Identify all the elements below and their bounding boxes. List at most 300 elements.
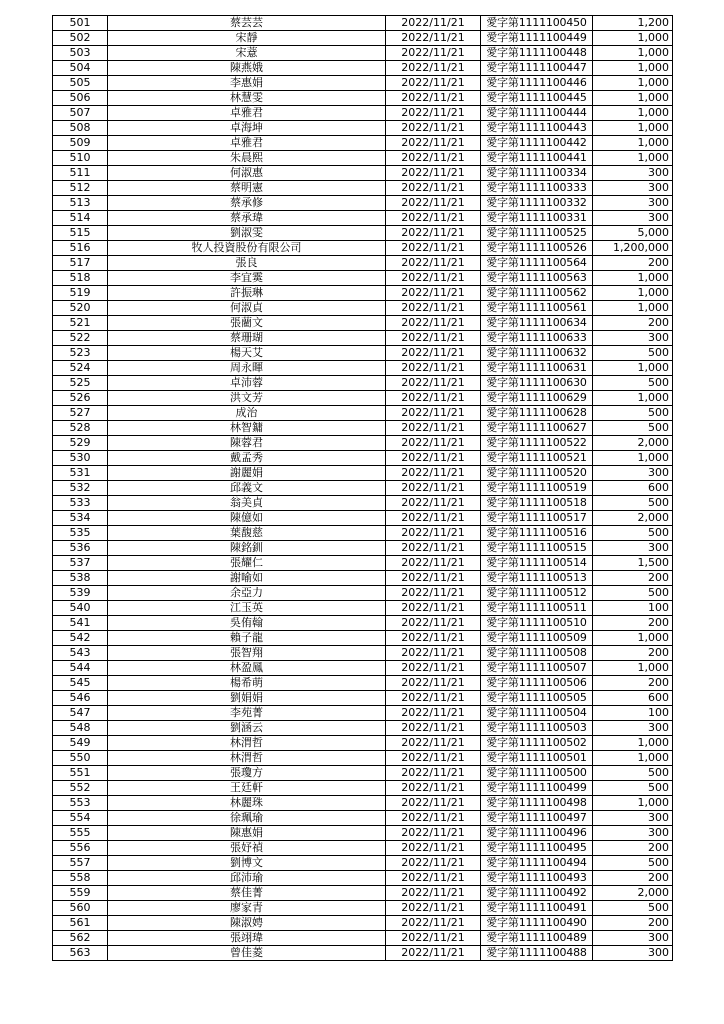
amount-cell: 300 xyxy=(593,946,673,961)
receipt-number-cell: 愛字第1111100510 xyxy=(481,616,593,631)
table-row xyxy=(53,586,673,601)
donor-name-cell: 翁美貞 xyxy=(108,496,386,511)
amount-cell: 500 xyxy=(593,526,673,541)
receipt-number-cell: 愛字第1111100517 xyxy=(481,511,593,526)
donor-name-cell: 許振琳 xyxy=(108,286,386,301)
table-row xyxy=(53,91,673,106)
serial-number-cell: 544 xyxy=(53,661,108,676)
amount-cell: 200 xyxy=(593,841,673,856)
donor-name-cell: 吳侑翰 xyxy=(108,616,386,631)
date-cell: 2022/11/21 xyxy=(386,646,481,661)
table-row xyxy=(53,751,673,766)
donor-name-cell: 林慧雯 xyxy=(108,91,386,106)
donor-name-cell: 張翊瑋 xyxy=(108,931,386,946)
amount-cell: 1,000 xyxy=(593,151,673,166)
receipt-number-cell: 愛字第1111100630 xyxy=(481,376,593,391)
date-cell: 2022/11/21 xyxy=(386,301,481,316)
amount-cell: 300 xyxy=(593,166,673,181)
date-cell: 2022/11/21 xyxy=(386,661,481,676)
donor-name-cell: 賴子龍 xyxy=(108,631,386,646)
receipt-number-cell: 愛字第1111100449 xyxy=(481,31,593,46)
serial-number-cell: 524 xyxy=(53,361,108,376)
table-row xyxy=(53,181,673,196)
donor-name-cell: 張良 xyxy=(108,256,386,271)
date-cell: 2022/11/21 xyxy=(386,91,481,106)
receipt-number-cell: 愛字第1111100521 xyxy=(481,451,593,466)
amount-cell: 300 xyxy=(593,211,673,226)
date-cell: 2022/11/21 xyxy=(386,706,481,721)
receipt-number-cell: 愛字第1111100444 xyxy=(481,106,593,121)
amount-cell: 1,000 xyxy=(593,31,673,46)
date-cell: 2022/11/21 xyxy=(386,481,481,496)
table-row xyxy=(53,601,673,616)
donor-name-cell: 張耀仁 xyxy=(108,556,386,571)
date-cell: 2022/11/21 xyxy=(386,106,481,121)
donor-name-cell: 林麗珠 xyxy=(108,796,386,811)
serial-number-cell: 514 xyxy=(53,211,108,226)
serial-number-cell: 520 xyxy=(53,301,108,316)
date-cell: 2022/11/21 xyxy=(386,451,481,466)
serial-number-cell: 534 xyxy=(53,511,108,526)
donor-name-cell: 張藺文 xyxy=(108,316,386,331)
date-cell: 2022/11/21 xyxy=(386,466,481,481)
receipt-number-cell: 愛字第1111100634 xyxy=(481,316,593,331)
donor-name-cell: 陳銘釧 xyxy=(108,541,386,556)
donor-name-cell: 劉涵云 xyxy=(108,721,386,736)
serial-number-cell: 525 xyxy=(53,376,108,391)
receipt-number-cell: 愛字第1111100564 xyxy=(481,256,593,271)
serial-number-cell: 561 xyxy=(53,916,108,931)
donor-name-cell: 蔡承修 xyxy=(108,196,386,211)
receipt-number-cell: 愛字第1111100493 xyxy=(481,871,593,886)
date-cell: 2022/11/21 xyxy=(386,841,481,856)
donor-name-cell: 陳淑娉 xyxy=(108,916,386,931)
serial-number-cell: 553 xyxy=(53,796,108,811)
receipt-number-cell: 愛字第1111100511 xyxy=(481,601,593,616)
serial-number-cell: 538 xyxy=(53,571,108,586)
table-row xyxy=(53,646,673,661)
amount-cell: 500 xyxy=(593,856,673,871)
donor-name-cell: 卓雅君 xyxy=(108,136,386,151)
donor-name-cell: 王廷軒 xyxy=(108,781,386,796)
serial-number-cell: 513 xyxy=(53,196,108,211)
table-row xyxy=(53,406,673,421)
donor-name-cell: 戴孟秀 xyxy=(108,451,386,466)
amount-cell: 1,000 xyxy=(593,751,673,766)
serial-number-cell: 515 xyxy=(53,226,108,241)
date-cell: 2022/11/21 xyxy=(386,751,481,766)
table-row xyxy=(53,286,673,301)
donor-name-cell: 蔡明憲 xyxy=(108,181,386,196)
serial-number-cell: 547 xyxy=(53,706,108,721)
serial-number-cell: 516 xyxy=(53,241,108,256)
receipt-number-cell: 愛字第1111100504 xyxy=(481,706,593,721)
amount-cell: 1,000 xyxy=(593,796,673,811)
serial-number-cell: 522 xyxy=(53,331,108,346)
table-row xyxy=(53,916,673,931)
table-row xyxy=(53,211,673,226)
serial-number-cell: 548 xyxy=(53,721,108,736)
date-cell: 2022/11/21 xyxy=(386,916,481,931)
amount-cell: 300 xyxy=(593,466,673,481)
serial-number-cell: 518 xyxy=(53,271,108,286)
serial-number-cell: 510 xyxy=(53,151,108,166)
amount-cell: 100 xyxy=(593,706,673,721)
receipt-number-cell: 愛字第1111100508 xyxy=(481,646,593,661)
receipt-number-cell: 愛字第1111100561 xyxy=(481,301,593,316)
amount-cell: 300 xyxy=(593,721,673,736)
table-row xyxy=(53,331,673,346)
table-row xyxy=(53,811,673,826)
donor-name-cell: 張妤禎 xyxy=(108,841,386,856)
receipt-number-cell: 愛字第1111100334 xyxy=(481,166,593,181)
amount-cell: 1,000 xyxy=(593,271,673,286)
date-cell: 2022/11/21 xyxy=(386,46,481,61)
date-cell: 2022/11/21 xyxy=(386,136,481,151)
amount-cell: 500 xyxy=(593,496,673,511)
amount-cell: 300 xyxy=(593,931,673,946)
date-cell: 2022/11/21 xyxy=(386,946,481,961)
date-cell: 2022/11/21 xyxy=(386,541,481,556)
serial-number-cell: 517 xyxy=(53,256,108,271)
date-cell: 2022/11/21 xyxy=(386,826,481,841)
serial-number-cell: 543 xyxy=(53,646,108,661)
serial-number-cell: 529 xyxy=(53,436,108,451)
table-row xyxy=(53,886,673,901)
date-cell: 2022/11/21 xyxy=(386,31,481,46)
serial-number-cell: 528 xyxy=(53,421,108,436)
receipt-number-cell: 愛字第1111100506 xyxy=(481,676,593,691)
serial-number-cell: 533 xyxy=(53,496,108,511)
receipt-number-cell: 愛字第1111100332 xyxy=(481,196,593,211)
date-cell: 2022/11/21 xyxy=(386,121,481,136)
receipt-number-cell: 愛字第1111100628 xyxy=(481,406,593,421)
date-cell: 2022/11/21 xyxy=(386,436,481,451)
receipt-number-cell: 愛字第1111100498 xyxy=(481,796,593,811)
date-cell: 2022/11/21 xyxy=(386,736,481,751)
serial-number-cell: 503 xyxy=(53,46,108,61)
date-cell: 2022/11/21 xyxy=(386,601,481,616)
donor-name-cell: 宋靜 xyxy=(108,31,386,46)
donor-name-cell: 林渭哲 xyxy=(108,736,386,751)
receipt-number-cell: 愛字第1111100496 xyxy=(481,826,593,841)
table-row xyxy=(53,121,673,136)
donor-name-cell: 牧人投資股份有限公司 xyxy=(108,241,386,256)
receipt-number-cell: 愛字第1111100441 xyxy=(481,151,593,166)
serial-number-cell: 545 xyxy=(53,676,108,691)
receipt-number-cell: 愛字第1111100519 xyxy=(481,481,593,496)
date-cell: 2022/11/21 xyxy=(386,256,481,271)
serial-number-cell: 530 xyxy=(53,451,108,466)
table-row xyxy=(53,856,673,871)
serial-number-cell: 536 xyxy=(53,541,108,556)
amount-cell: 1,000 xyxy=(593,136,673,151)
serial-number-cell: 551 xyxy=(53,766,108,781)
amount-cell: 200 xyxy=(593,571,673,586)
table-row xyxy=(53,511,673,526)
serial-number-cell: 546 xyxy=(53,691,108,706)
donor-name-cell: 林智鏞 xyxy=(108,421,386,436)
serial-number-cell: 501 xyxy=(53,16,108,31)
date-cell: 2022/11/21 xyxy=(386,811,481,826)
amount-cell: 1,000 xyxy=(593,76,673,91)
donor-name-cell: 邱沛瑜 xyxy=(108,871,386,886)
date-cell: 2022/11/21 xyxy=(386,421,481,436)
table-row xyxy=(53,271,673,286)
donor-name-cell: 蔡珊瑚 xyxy=(108,331,386,346)
receipt-number-cell: 愛字第1111100489 xyxy=(481,931,593,946)
receipt-number-cell: 愛字第1111100501 xyxy=(481,751,593,766)
donor-name-cell: 蔡佳菁 xyxy=(108,886,386,901)
table-row xyxy=(53,241,673,256)
date-cell: 2022/11/21 xyxy=(386,211,481,226)
amount-cell: 200 xyxy=(593,676,673,691)
donor-name-cell: 卓沛蓉 xyxy=(108,376,386,391)
donation-table xyxy=(52,15,673,961)
receipt-number-cell: 愛字第1111100513 xyxy=(481,571,593,586)
date-cell: 2022/11/21 xyxy=(386,151,481,166)
receipt-number-cell: 愛字第1111100629 xyxy=(481,391,593,406)
amount-cell: 300 xyxy=(593,811,673,826)
table-row xyxy=(53,691,673,706)
table-row xyxy=(53,226,673,241)
receipt-number-cell: 愛字第1111100331 xyxy=(481,211,593,226)
table-row xyxy=(53,481,673,496)
donor-name-cell: 何淑惠 xyxy=(108,166,386,181)
receipt-number-cell: 愛字第1111100497 xyxy=(481,811,593,826)
receipt-number-cell: 愛字第1111100515 xyxy=(481,541,593,556)
table-row xyxy=(53,256,673,271)
serial-number-cell: 512 xyxy=(53,181,108,196)
date-cell: 2022/11/21 xyxy=(386,406,481,421)
serial-number-cell: 556 xyxy=(53,841,108,856)
amount-cell: 1,000 xyxy=(593,91,673,106)
date-cell: 2022/11/21 xyxy=(386,871,481,886)
amount-cell: 1,000 xyxy=(593,286,673,301)
table-row xyxy=(53,616,673,631)
donor-name-cell: 楊天艾 xyxy=(108,346,386,361)
date-cell: 2022/11/21 xyxy=(386,616,481,631)
amount-cell: 600 xyxy=(593,481,673,496)
serial-number-cell: 531 xyxy=(53,466,108,481)
donor-name-cell: 劉娟娟 xyxy=(108,691,386,706)
date-cell: 2022/11/21 xyxy=(386,391,481,406)
table-row xyxy=(53,436,673,451)
receipt-number-cell: 愛字第1111100502 xyxy=(481,736,593,751)
date-cell: 2022/11/21 xyxy=(386,226,481,241)
amount-cell: 100 xyxy=(593,601,673,616)
amount-cell: 500 xyxy=(593,766,673,781)
amount-cell: 1,000 xyxy=(593,301,673,316)
serial-number-cell: 541 xyxy=(53,616,108,631)
receipt-number-cell: 愛字第1111100522 xyxy=(481,436,593,451)
table-row xyxy=(53,796,673,811)
table-row xyxy=(53,631,673,646)
receipt-number-cell: 愛字第1111100447 xyxy=(481,61,593,76)
table-row xyxy=(53,376,673,391)
receipt-number-cell: 愛字第1111100563 xyxy=(481,271,593,286)
date-cell: 2022/11/21 xyxy=(386,676,481,691)
table-row xyxy=(53,661,673,676)
table-row xyxy=(53,391,673,406)
date-cell: 2022/11/21 xyxy=(386,856,481,871)
donor-name-cell: 廖家青 xyxy=(108,901,386,916)
donor-name-cell: 周永暉 xyxy=(108,361,386,376)
amount-cell: 300 xyxy=(593,181,673,196)
serial-number-cell: 555 xyxy=(53,826,108,841)
amount-cell: 500 xyxy=(593,376,673,391)
donor-name-cell: 徐珮瑜 xyxy=(108,811,386,826)
serial-number-cell: 511 xyxy=(53,166,108,181)
date-cell: 2022/11/21 xyxy=(386,166,481,181)
amount-cell: 1,000 xyxy=(593,46,673,61)
amount-cell: 200 xyxy=(593,256,673,271)
amount-cell: 1,200 xyxy=(593,16,673,31)
amount-cell: 1,000 xyxy=(593,361,673,376)
table-row xyxy=(53,346,673,361)
receipt-number-cell: 愛字第1111100491 xyxy=(481,901,593,916)
date-cell: 2022/11/21 xyxy=(386,181,481,196)
receipt-number-cell: 愛字第1111100503 xyxy=(481,721,593,736)
table-row xyxy=(53,901,673,916)
amount-cell: 5,000 xyxy=(593,226,673,241)
receipt-number-cell: 愛字第1111100627 xyxy=(481,421,593,436)
serial-number-cell: 532 xyxy=(53,481,108,496)
donor-name-cell: 成治 xyxy=(108,406,386,421)
amount-cell: 1,000 xyxy=(593,736,673,751)
receipt-number-cell: 愛字第1111100562 xyxy=(481,286,593,301)
receipt-number-cell: 愛字第1111100632 xyxy=(481,346,593,361)
donor-name-cell: 洪文芳 xyxy=(108,391,386,406)
amount-cell: 300 xyxy=(593,196,673,211)
date-cell: 2022/11/21 xyxy=(386,76,481,91)
amount-cell: 1,200,000 xyxy=(593,241,673,256)
amount-cell: 1,000 xyxy=(593,391,673,406)
donor-name-cell: 張瓊方 xyxy=(108,766,386,781)
serial-number-cell: 521 xyxy=(53,316,108,331)
table-row xyxy=(53,706,673,721)
donor-name-cell: 劉博文 xyxy=(108,856,386,871)
receipt-number-cell: 愛字第1111100500 xyxy=(481,766,593,781)
table-row xyxy=(53,451,673,466)
table-row xyxy=(53,526,673,541)
serial-number-cell: 549 xyxy=(53,736,108,751)
donor-name-cell: 李宜霙 xyxy=(108,271,386,286)
amount-cell: 1,000 xyxy=(593,61,673,76)
amount-cell: 500 xyxy=(593,406,673,421)
amount-cell: 1,000 xyxy=(593,661,673,676)
receipt-number-cell: 愛字第1111100505 xyxy=(481,691,593,706)
receipt-number-cell: 愛字第1111100445 xyxy=(481,91,593,106)
donor-name-cell: 陳億如 xyxy=(108,511,386,526)
serial-number-cell: 526 xyxy=(53,391,108,406)
serial-number-cell: 542 xyxy=(53,631,108,646)
receipt-number-cell: 愛字第1111100446 xyxy=(481,76,593,91)
table-row xyxy=(53,361,673,376)
amount-cell: 1,000 xyxy=(593,451,673,466)
serial-number-cell: 537 xyxy=(53,556,108,571)
serial-number-cell: 557 xyxy=(53,856,108,871)
date-cell: 2022/11/21 xyxy=(386,286,481,301)
donor-name-cell: 陳蓉君 xyxy=(108,436,386,451)
donor-name-cell: 林渭哲 xyxy=(108,751,386,766)
date-cell: 2022/11/21 xyxy=(386,901,481,916)
serial-number-cell: 506 xyxy=(53,91,108,106)
donor-name-cell: 李苑菁 xyxy=(108,706,386,721)
date-cell: 2022/11/21 xyxy=(386,586,481,601)
receipt-number-cell: 愛字第1111100631 xyxy=(481,361,593,376)
date-cell: 2022/11/21 xyxy=(386,691,481,706)
table-row xyxy=(53,106,673,121)
table-row xyxy=(53,841,673,856)
date-cell: 2022/11/21 xyxy=(386,16,481,31)
donor-name-cell: 曾佳菱 xyxy=(108,946,386,961)
amount-cell: 200 xyxy=(593,646,673,661)
donor-name-cell: 林盈鳳 xyxy=(108,661,386,676)
table-row xyxy=(53,871,673,886)
table-row xyxy=(53,766,673,781)
date-cell: 2022/11/21 xyxy=(386,931,481,946)
table-row xyxy=(53,496,673,511)
table-row xyxy=(53,931,673,946)
date-cell: 2022/11/21 xyxy=(386,316,481,331)
table-row xyxy=(53,721,673,736)
date-cell: 2022/11/21 xyxy=(386,886,481,901)
date-cell: 2022/11/21 xyxy=(386,61,481,76)
date-cell: 2022/11/21 xyxy=(386,361,481,376)
donor-name-cell: 楊希萌 xyxy=(108,676,386,691)
donor-name-cell: 蔡芸芸 xyxy=(108,16,386,31)
donor-name-cell: 李惠娟 xyxy=(108,76,386,91)
serial-number-cell: 550 xyxy=(53,751,108,766)
table-row xyxy=(53,556,673,571)
amount-cell: 200 xyxy=(593,871,673,886)
donor-name-cell: 卓雅君 xyxy=(108,106,386,121)
table-row xyxy=(53,136,673,151)
table-row xyxy=(53,16,673,31)
serial-number-cell: 523 xyxy=(53,346,108,361)
table-row xyxy=(53,31,673,46)
serial-number-cell: 552 xyxy=(53,781,108,796)
table-row xyxy=(53,676,673,691)
date-cell: 2022/11/21 xyxy=(386,331,481,346)
receipt-number-cell: 愛字第1111100492 xyxy=(481,886,593,901)
table-row xyxy=(53,76,673,91)
serial-number-cell: 563 xyxy=(53,946,108,961)
receipt-number-cell: 愛字第1111100633 xyxy=(481,331,593,346)
table-row xyxy=(53,301,673,316)
donor-name-cell: 葉馥慈 xyxy=(108,526,386,541)
amount-cell: 200 xyxy=(593,616,673,631)
donor-name-cell: 何淑貞 xyxy=(108,301,386,316)
date-cell: 2022/11/21 xyxy=(386,571,481,586)
amount-cell: 500 xyxy=(593,421,673,436)
receipt-number-cell: 愛字第1111100499 xyxy=(481,781,593,796)
date-cell: 2022/11/21 xyxy=(386,241,481,256)
receipt-number-cell: 愛字第1111100494 xyxy=(481,856,593,871)
serial-number-cell: 502 xyxy=(53,31,108,46)
date-cell: 2022/11/21 xyxy=(386,271,481,286)
receipt-number-cell: 愛字第1111100518 xyxy=(481,496,593,511)
donor-name-cell: 宋薏 xyxy=(108,46,386,61)
serial-number-cell: 527 xyxy=(53,406,108,421)
table-row xyxy=(53,826,673,841)
donor-name-cell: 陳惠娟 xyxy=(108,826,386,841)
amount-cell: 500 xyxy=(593,346,673,361)
receipt-number-cell: 愛字第1111100442 xyxy=(481,136,593,151)
donor-name-cell: 蔡承瑋 xyxy=(108,211,386,226)
donor-name-cell: 余亞力 xyxy=(108,586,386,601)
